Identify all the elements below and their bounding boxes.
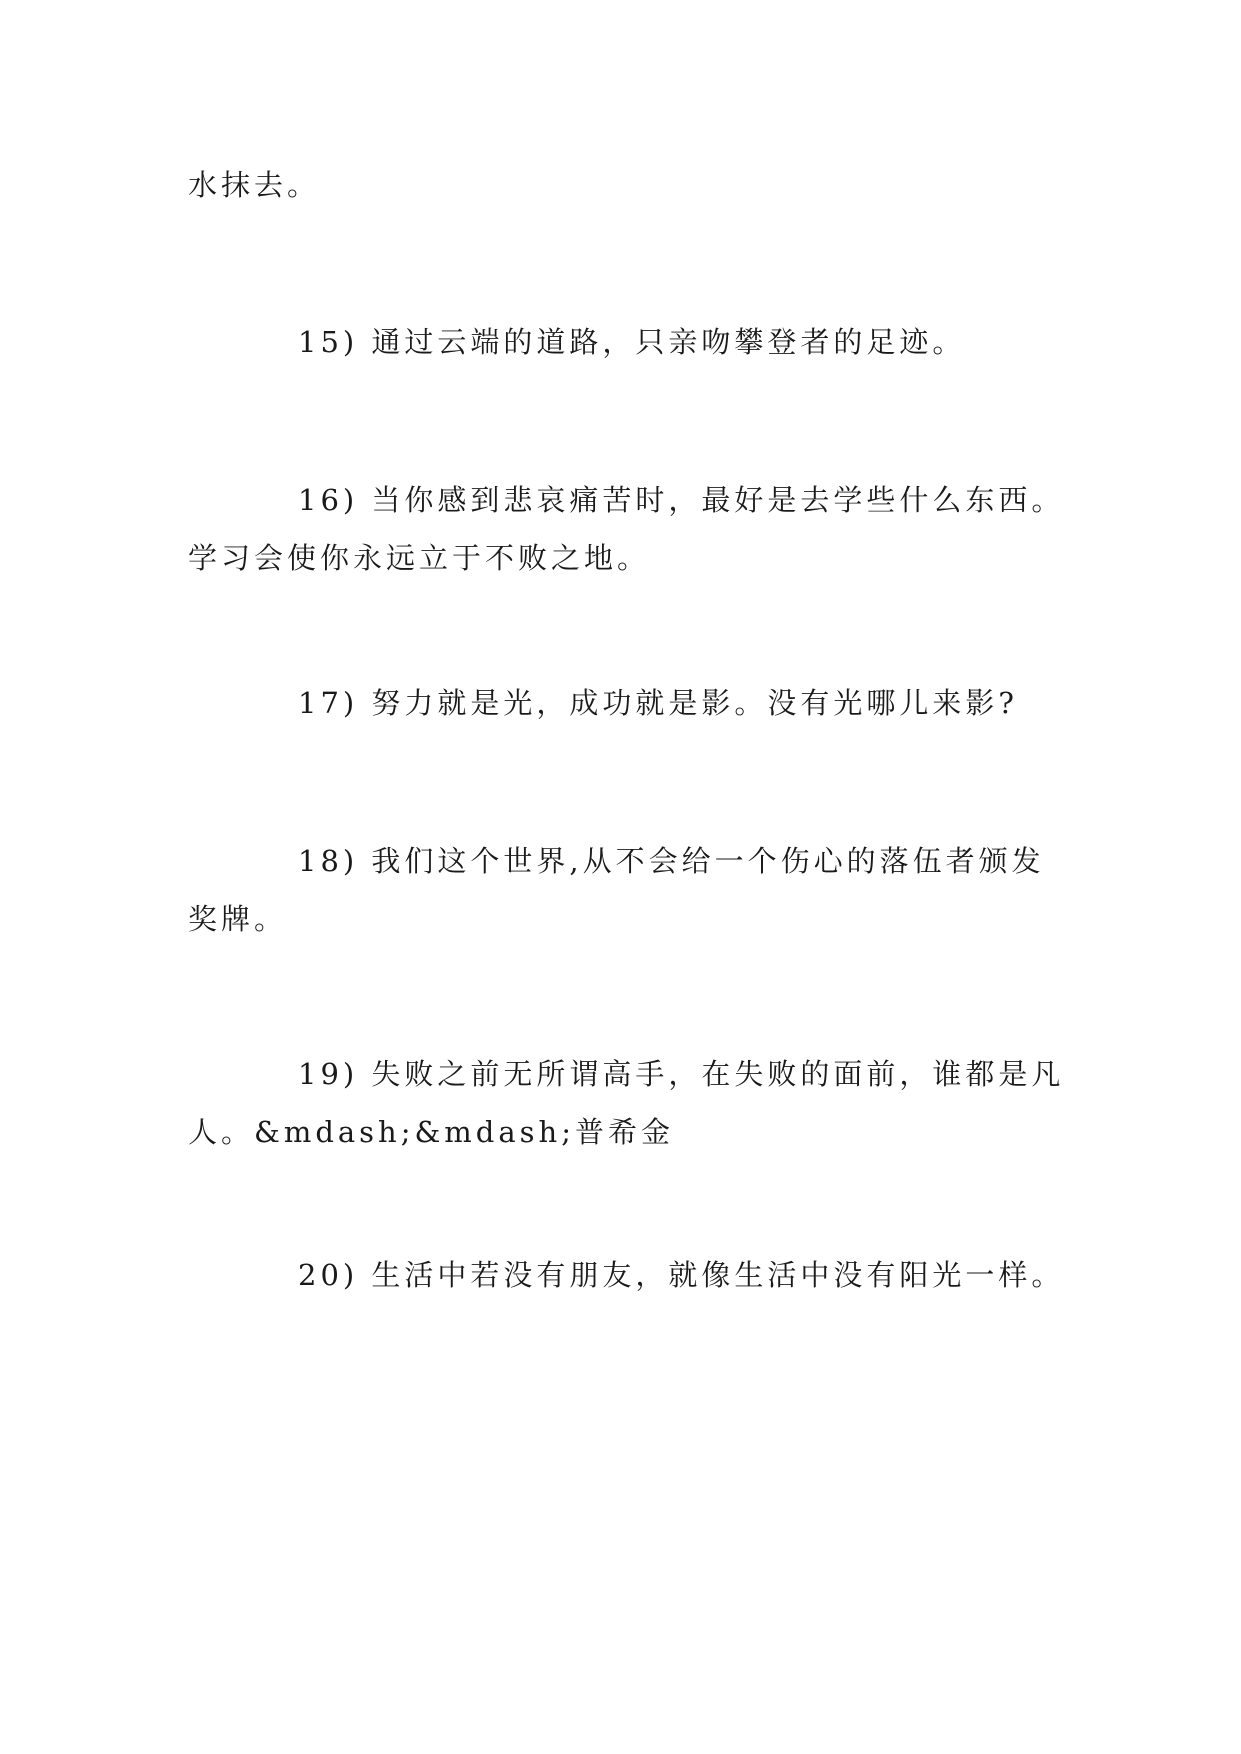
paragraph-line: 19) 失败之前无所谓高手，在失败的面前，谁都是凡 xyxy=(298,1057,1065,1091)
quote-15 xyxy=(188,313,1068,371)
quote-20 xyxy=(188,1246,1068,1304)
paragraph-line: 奖牌。 xyxy=(188,902,288,936)
paragraph-line: 20) 生活中若没有朋友，就像生活中没有阳光一样。 xyxy=(298,1258,1065,1292)
quote-17 xyxy=(188,674,1068,732)
paragraph-line: 17) 努力就是光，成功就是影。没有光哪儿来影? xyxy=(298,686,1018,720)
quote-19 xyxy=(188,1045,1068,1161)
paragraph-line: 16) 当你感到悲哀痛苦时，最好是去学些什么东西。 xyxy=(298,483,1065,517)
paragraph-line: 18) 我们这个世界,从不会给一个伤心的落伍者颁发 xyxy=(298,844,1045,878)
quote-16 xyxy=(188,471,1068,587)
quote-18 xyxy=(188,832,1068,948)
paragraph-line: 人。&mdash;&mdash;普希金 xyxy=(188,1115,674,1149)
paragraph-line: 水抹去。 xyxy=(188,168,321,202)
paragraph-continuation xyxy=(188,156,1068,214)
paragraph-line: 学习会使你永远立于不败之地。 xyxy=(188,541,651,575)
paragraph-line: 15) 通过云端的道路，只亲吻攀登者的足迹。 xyxy=(298,325,966,359)
